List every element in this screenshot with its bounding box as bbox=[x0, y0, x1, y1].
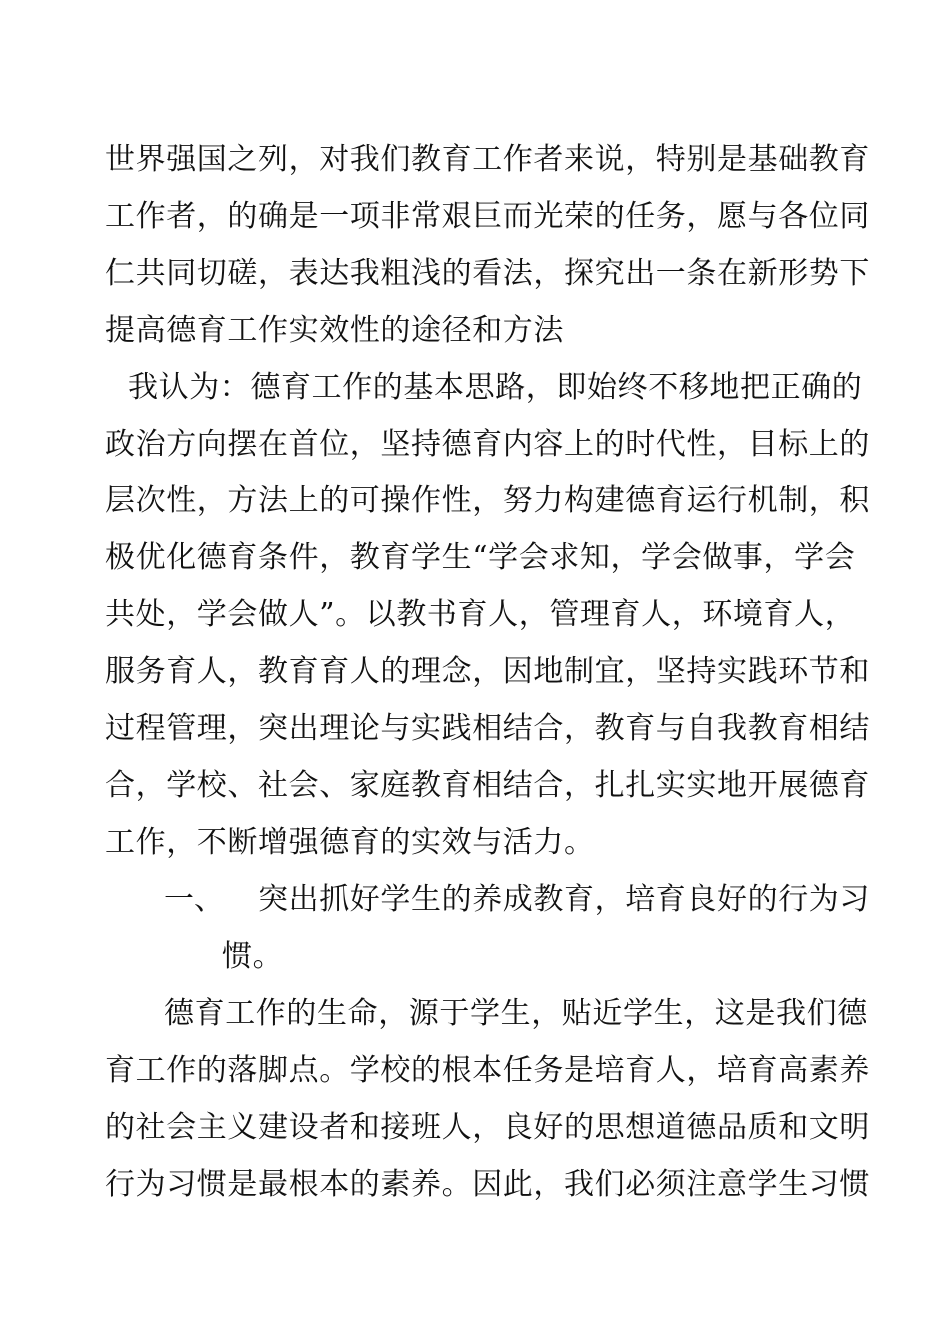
paragraph-line: 仁共同切磋，表达我粗浅的看法，探究出一条在新形势下 bbox=[105, 256, 870, 291]
paragraph-line: 共处，学会做人”。以教书育人，管理育人，环境育人， bbox=[105, 597, 856, 632]
paragraph-line: 育工作的落脚点。学校的根本任务是培育人，培育高素养 bbox=[105, 1053, 870, 1088]
paragraph-line: 的社会主义建设者和接班人，良好的思想道德品质和文明 bbox=[105, 1110, 870, 1145]
paragraph-line: 我认为：德育工作的基本思路，即始终不移地把正确的 bbox=[128, 370, 863, 405]
section-heading-continued: 惯。 bbox=[222, 939, 284, 974]
paragraph-line: 行为习惯是最根本的素养。因此，我们必须注意学生习惯 bbox=[105, 1167, 870, 1202]
paragraph-line: 合，学校、社会、家庭教育相结合，扎扎实实地开展德育 bbox=[105, 768, 870, 803]
paragraph-line: 工作者，的确是一项非常艰巨而光荣的任务，愿与各位同 bbox=[105, 199, 870, 234]
paragraph-line: 提高德育工作实效性的途径和方法 bbox=[105, 313, 564, 348]
paragraph-line: 工作，不断增强德育的实效与活力。 bbox=[105, 825, 595, 860]
paragraph-line: 层次性，方法上的可操作性，努力构建德育运行机制，积 bbox=[105, 483, 870, 518]
paragraph-line: 极优化德育条件，教育学生“学会求知，学会做事，学会 bbox=[105, 540, 856, 575]
paragraph-line: 德育工作的生命，源于学生，贴近学生，这是我们德 bbox=[164, 996, 868, 1031]
paragraph-line: 世界强国之列，对我们教育工作者来说，特别是基础教育 bbox=[105, 142, 870, 177]
section-heading: 突出抓好学生的养成教育，培育良好的行为习 bbox=[258, 882, 870, 917]
section-number: 一、 bbox=[164, 882, 224, 917]
paragraph-line: 政治方向摆在首位，坚持德育内容上的时代性，目标上的 bbox=[105, 427, 870, 462]
paragraph-line: 服务育人，教育育人的理念，因地制宜，坚持实践环节和 bbox=[105, 654, 870, 689]
paragraph-line: 过程管理，突出理论与实践相结合，教育与自我教育相结 bbox=[105, 711, 870, 746]
